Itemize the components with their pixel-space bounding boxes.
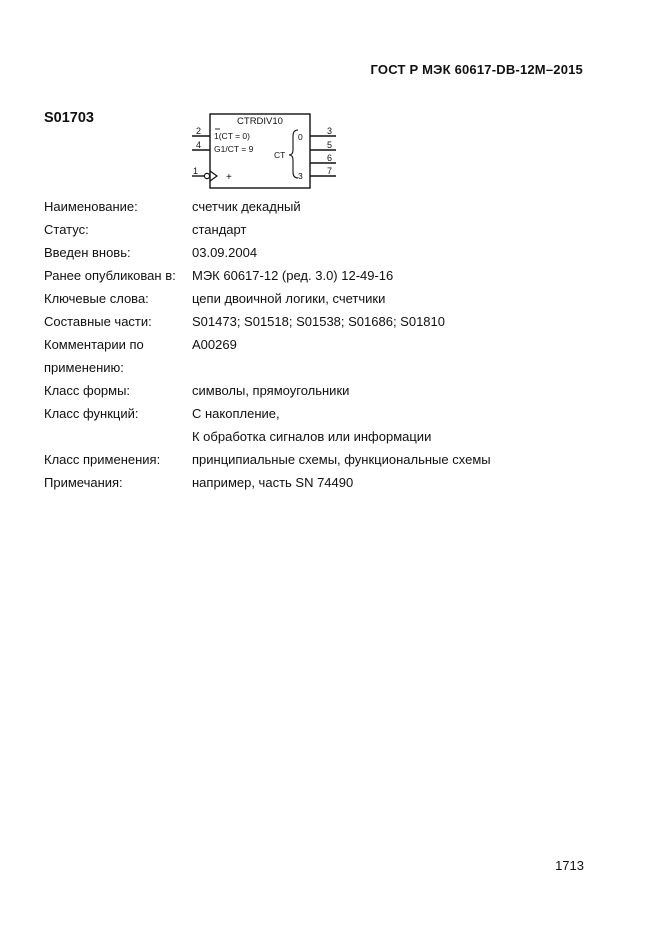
page-number: 1713 xyxy=(555,858,584,873)
field-value-line: символы, прямоугольники xyxy=(192,383,350,398)
out-label-top: 0 xyxy=(298,132,303,142)
field-value xyxy=(192,310,604,333)
output-brace xyxy=(289,130,298,178)
entry-code: S01703 xyxy=(44,110,94,126)
field-label: Класс формы: xyxy=(44,383,131,398)
field-value xyxy=(192,448,604,471)
field-value xyxy=(192,195,604,218)
field-row xyxy=(44,471,604,494)
field-value xyxy=(192,241,604,264)
field-label: Составные части: xyxy=(44,314,152,329)
pin-out-d: 7 xyxy=(327,166,333,176)
field-value xyxy=(192,264,604,287)
pin-out-a: 3 xyxy=(327,126,333,136)
counter-symbol-diagram xyxy=(190,112,350,192)
field-value-line: 03.09.2004 xyxy=(192,245,258,260)
field-value-line: A00269 xyxy=(192,337,237,352)
pin-in-c: 1 xyxy=(193,166,199,176)
pin-out-c: 6 xyxy=(327,153,333,163)
field-value-line: принципиальные схемы, функциональные схемы xyxy=(192,452,491,467)
field-row xyxy=(44,402,604,448)
document-header: ГОСТ Р МЭК 60617-DB-12M–2015 xyxy=(370,62,583,77)
field-value xyxy=(192,402,604,448)
field-row xyxy=(44,310,604,333)
dynamic-input-mark xyxy=(210,171,217,181)
negation-circle xyxy=(204,173,209,178)
field-label: Статус: xyxy=(44,222,89,237)
field-value-line: S01473; S01518; S01538; S01686; S01810 xyxy=(192,314,445,329)
field-row xyxy=(44,195,604,218)
pin-out-b: 5 xyxy=(327,140,333,150)
field-row xyxy=(44,333,604,356)
pin-in-a: 2 xyxy=(196,126,202,136)
field-row xyxy=(44,379,604,402)
pin-in-b: 4 xyxy=(196,140,202,150)
field-label: Примечания: xyxy=(44,475,123,490)
field-value xyxy=(192,218,604,241)
field-table xyxy=(44,195,604,494)
field-value-line xyxy=(192,356,604,379)
field-label: Ранее опубликован в: xyxy=(44,268,176,283)
symbol-ct: CT xyxy=(274,150,286,160)
field-label: Комментарии по xyxy=(44,337,144,352)
field-row xyxy=(44,356,604,379)
field-value-line: К обработка сигналов или информации xyxy=(192,429,432,444)
symbol-line1: 1(CT = 0) xyxy=(214,131,250,141)
field-value-line: например, часть SN 74490 xyxy=(192,475,354,490)
field-row xyxy=(44,264,604,287)
field-value xyxy=(192,379,604,402)
symbol-line2: G1/CT = 9 xyxy=(214,144,254,154)
field-label: Класс функций: xyxy=(44,406,139,421)
field-value xyxy=(192,356,604,379)
count-plus: + xyxy=(226,172,232,183)
field-label: Введен вновь: xyxy=(44,245,131,260)
field-label: применению: xyxy=(44,360,124,375)
field-row xyxy=(44,241,604,264)
field-value xyxy=(192,333,604,356)
field-label: Наименование: xyxy=(44,199,138,214)
field-row xyxy=(44,218,604,241)
field-row xyxy=(44,448,604,471)
field-value xyxy=(192,287,604,310)
field-value-line: МЭК 60617-12 (ред. 3.0) 12-49-16 xyxy=(192,268,394,283)
field-value-line: С накопление, xyxy=(192,406,280,421)
field-label: Класс применения: xyxy=(44,452,161,467)
field-label: Ключевые слова: xyxy=(44,291,149,306)
out-label-bottom: 3 xyxy=(298,171,303,181)
field-value-line: счетчик декадный xyxy=(192,199,301,214)
field-value xyxy=(192,471,604,494)
field-value-line: стандарт xyxy=(192,222,247,237)
field-row xyxy=(44,287,604,310)
field-value-line: цепи двоичной логики, счетчики xyxy=(192,291,386,306)
symbol-title: CTRDIV10 xyxy=(237,116,283,127)
